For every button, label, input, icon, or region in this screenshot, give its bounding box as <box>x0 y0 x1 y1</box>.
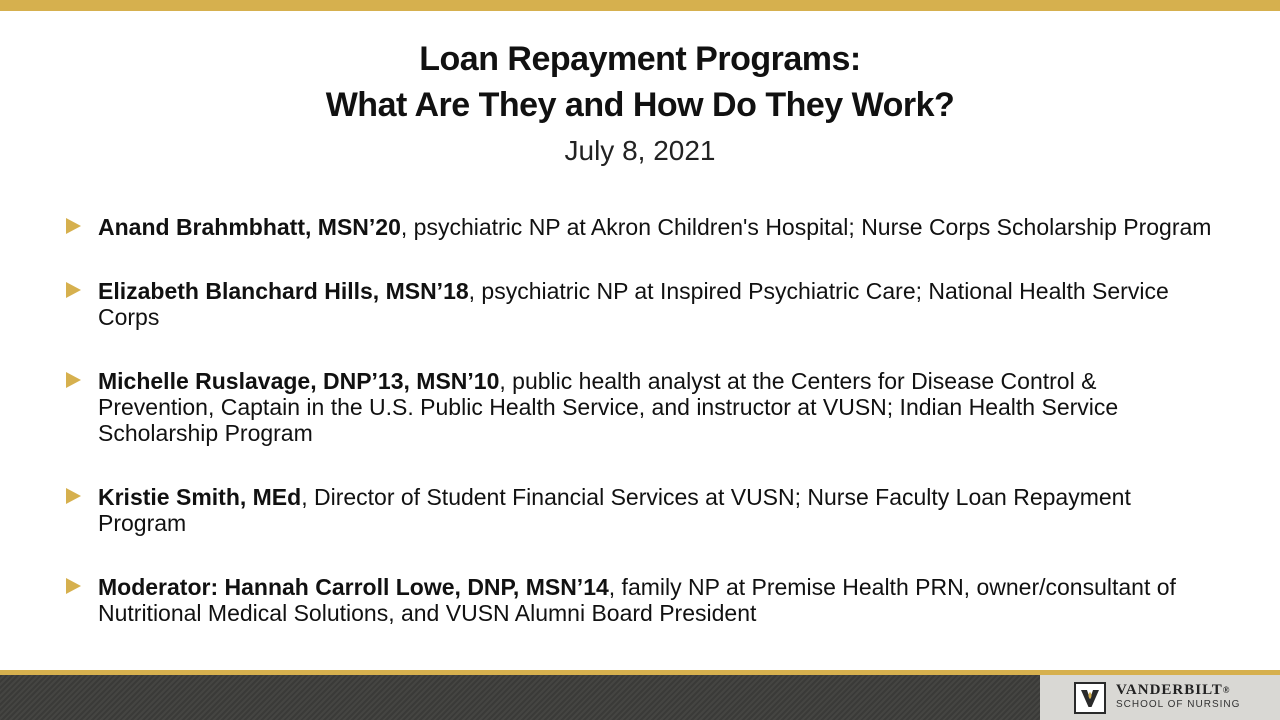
vanderbilt-logo <box>1040 675 1280 720</box>
panelist-name: Kristie Smith, MEd <box>98 484 302 510</box>
vanderbilt-v-oak-leaf-icon <box>1074 682 1106 714</box>
panelist-list <box>66 214 1216 626</box>
panelist-item <box>66 368 1216 446</box>
panelist-item <box>66 574 1216 626</box>
logo-name <box>1116 682 1276 699</box>
panelist-description: , Director of Student Financial Services at VUSN; Nurse Faculty Loan Repayment Program <box>98 484 1131 536</box>
slide-header <box>0 36 1280 172</box>
logo-name-text: VANDERBILT <box>1116 682 1223 698</box>
panelist-description: , family NP at Premise Health PRN, owner/consultant of Nutritional Medical Solutions, and VUSN Alumni Board President <box>98 574 1176 626</box>
bullet-arrow-icon <box>66 488 81 504</box>
bullet-arrow-icon <box>66 372 81 388</box>
slide-title-line-1: Loan Repayment Programs: <box>419 40 861 78</box>
logo-subtitle: SCHOOL OF NURSING <box>1116 699 1241 710</box>
logo-text <box>1116 682 1276 711</box>
panelist-item <box>66 484 1216 536</box>
panelist-name: Michelle Ruslavage, DNP’13, MSN’10 <box>98 368 500 394</box>
panelist-description: , psychiatric NP at Inspired Psychiatric Care; National Health Service Corps <box>98 278 1169 330</box>
panelist-item <box>66 278 1216 330</box>
bullet-arrow-icon <box>66 282 81 298</box>
slide-date: July 8, 2021 <box>564 135 716 166</box>
panelist-description: , psychiatric NP at Akron Children's Hospital; Nurse Corps Scholarship Program <box>400 214 1212 240</box>
panelist-item <box>66 214 1216 240</box>
logo-registered-mark: ® <box>1222 685 1231 695</box>
panelist-name: Elizabeth Blanchard Hills, MSN’18 <box>98 278 469 304</box>
panelist-name: Moderator: Hannah Carroll Lowe, DNP, MSN’14 <box>98 574 609 600</box>
bullet-arrow-icon <box>66 218 81 234</box>
bullet-arrow-icon <box>66 578 81 594</box>
top-accent-bar <box>0 0 1280 11</box>
panelist-description: , public health analyst at the Centers for Disease Control & Prevention, Captain in the U.S. Public Health Service, and instructor at VUSN; Indian Health Service Scholarship Program <box>98 368 1119 446</box>
slide-title-line-2: What Are They and How Do They Work? <box>325 86 955 124</box>
panelist-name: Anand Brahmbhatt, MSN’20 <box>98 214 401 240</box>
